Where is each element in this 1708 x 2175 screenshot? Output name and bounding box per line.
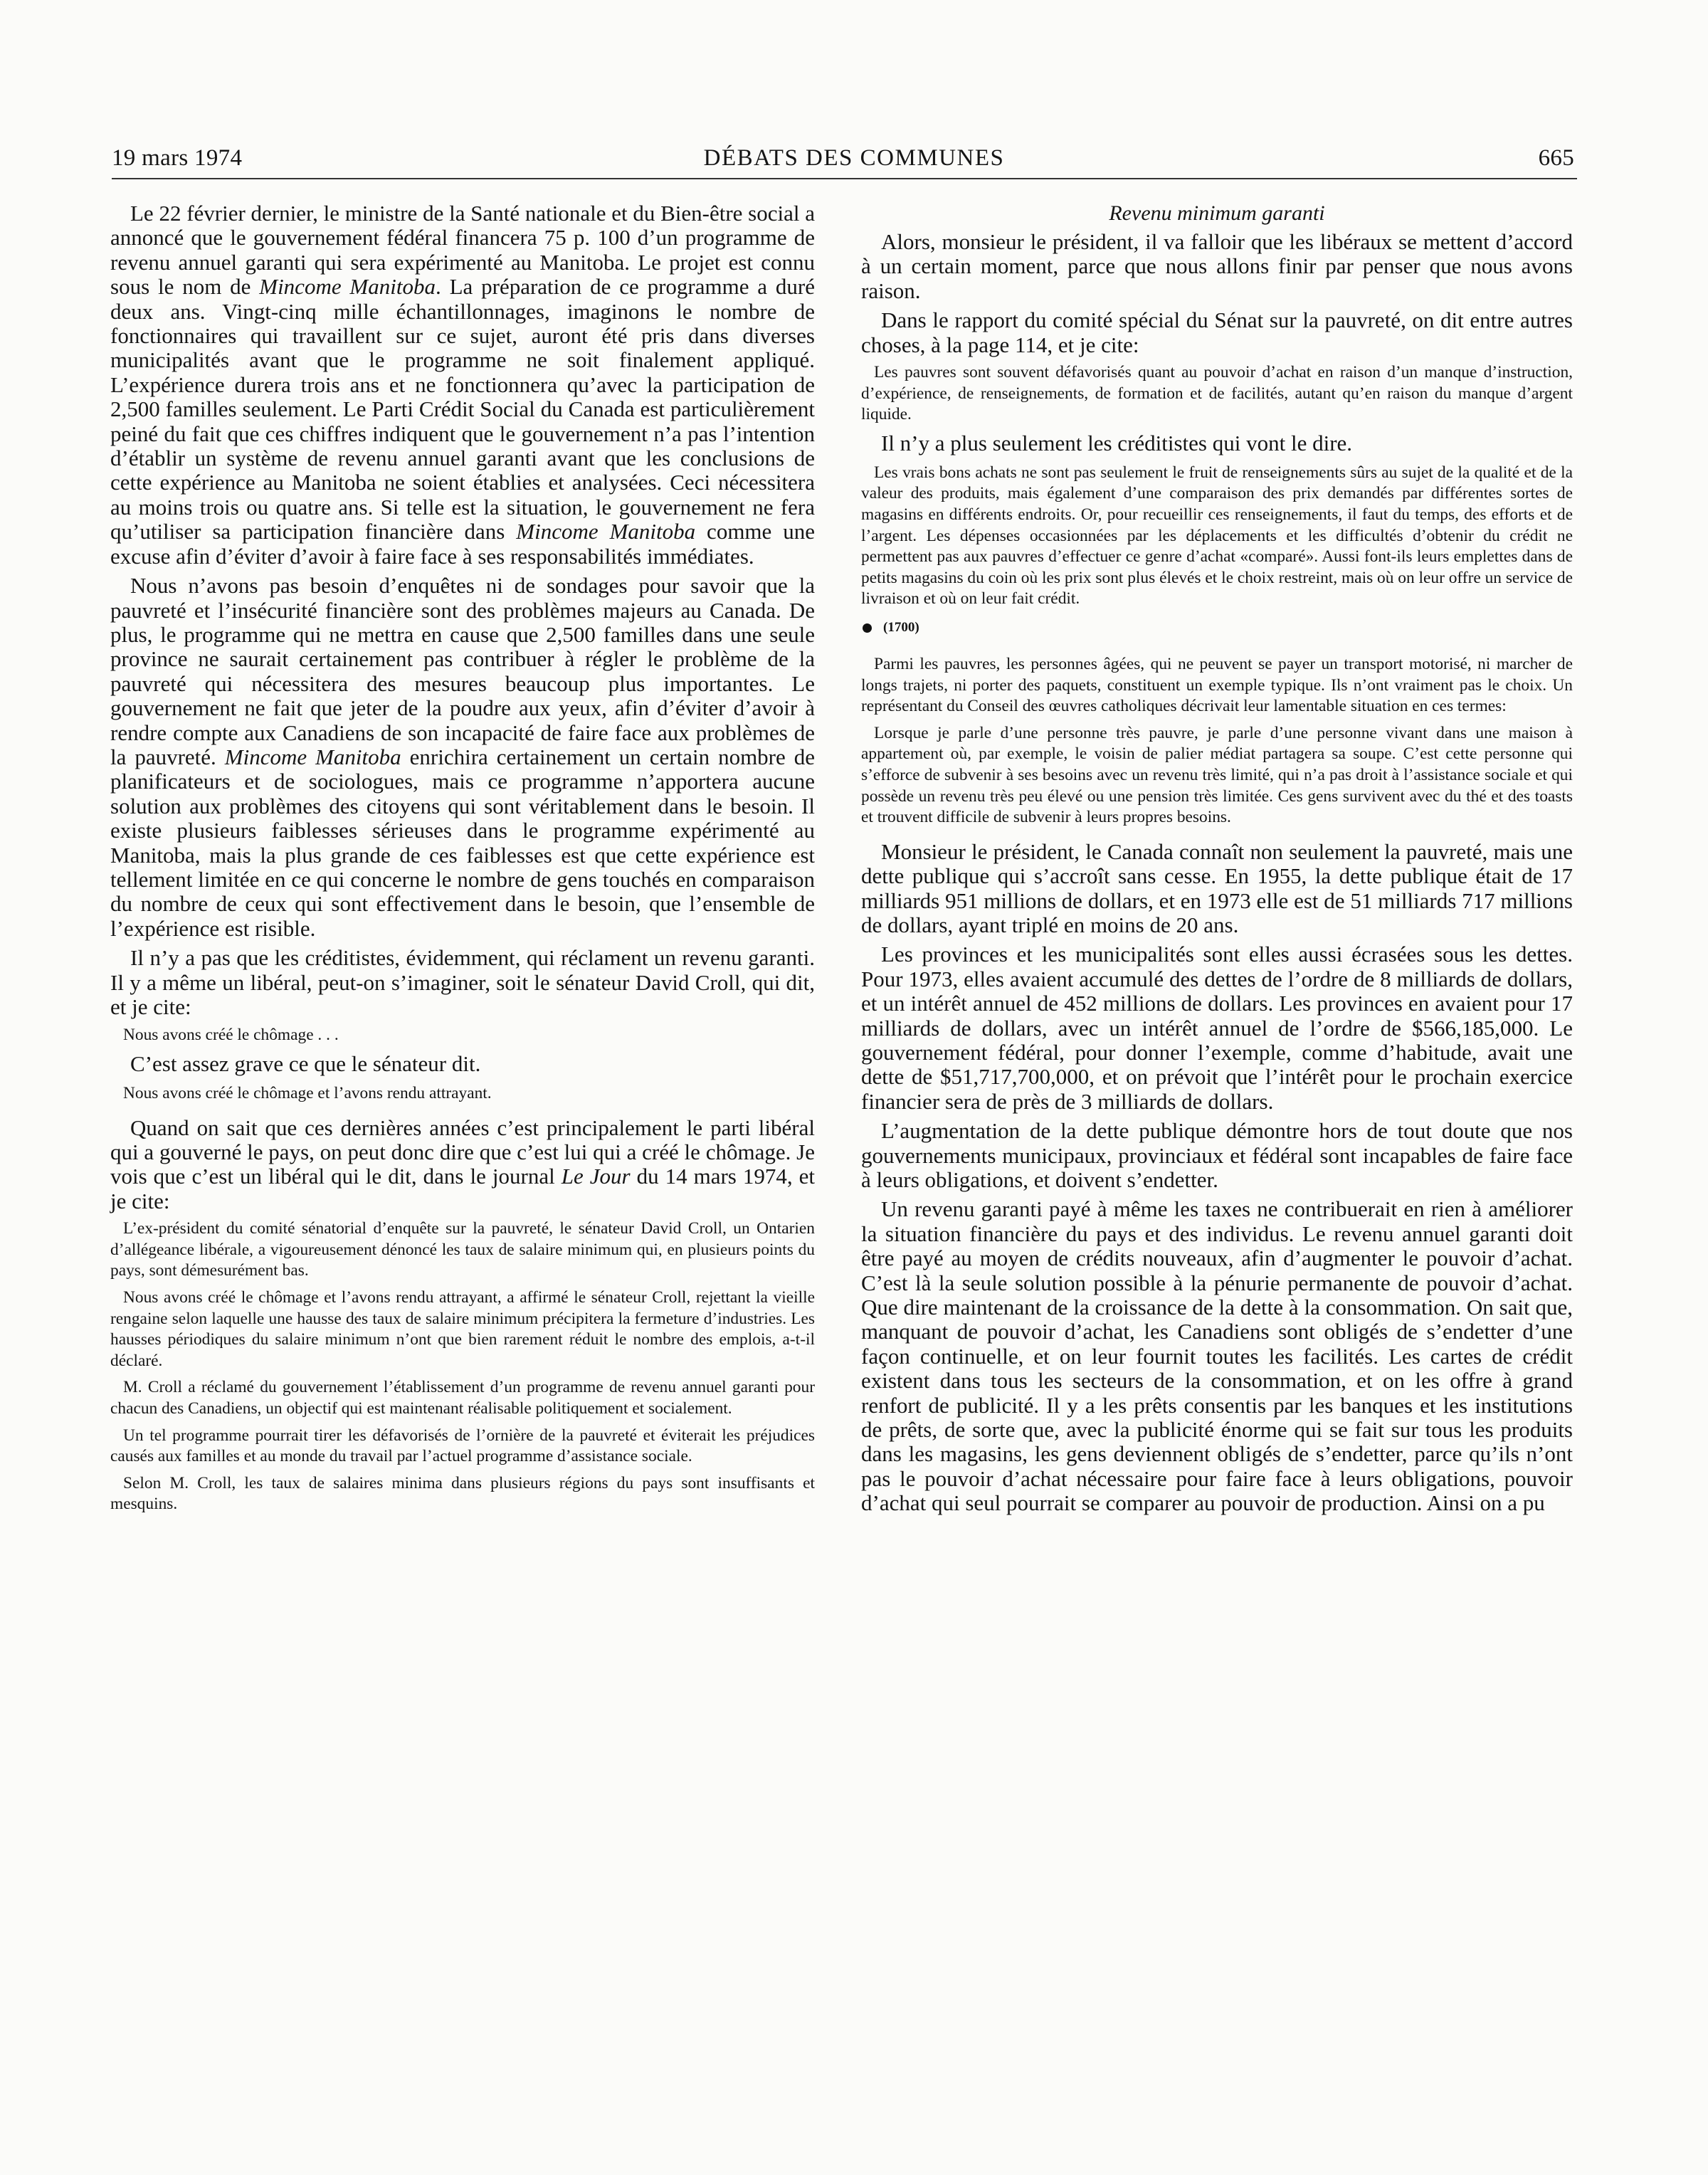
quotation: Nous avons créé le chômage et l’avons rendu attrayant. xyxy=(123,1084,492,1102)
speech-paragraph: Alors, monsieur le président, il va falloir que les libéraux se mettent d’accord à un certain moment, parce que nous allons finir par penser que nous avons raison. xyxy=(861,229,1573,303)
header-title: DÉBATS DES COMMUNES xyxy=(703,145,1005,171)
quotation: Selon M. Croll, les taux de salaires minima dans plusieurs régions du pays sont insuffisants et mesquins. xyxy=(110,1473,815,1514)
quotation: Les vrais bons achats ne sont pas seulement le fruit de renseignements sûrs au sujet de la qualité et de la valeur des produits, mais également d’une comparaison des prix demandés par différentes sortes de magasins en différents endroits. Or, pour recueillir ces renseignements, il faut du temps, des efforts et de l’argent. Les dépenses occasionnées par les déplacements et les difficultés d’obtenir du crédit ne permettent pas aux pauvres d’effectuer ce genre d’achat «comparé». Aussi font-ils leurs emplettes dans de petits magasins du coin où les prix sont plus élevés et le choix restreint, mais où on leur offre un service de livraison et où on leur fait crédit. xyxy=(861,463,1573,609)
quotation: Lorsque je parle d’une personne très pauvre, je parle d’une personne vivant dans une maison à appartement où, par exemple, le voisin de palier médiat partagera sa soupe. C’est cette personne qui s’efforce de subvenir à ses besoins avec un revenu très limité, qui n’a pas droit à l’assistance sociale et qui possède un revenu très peu élevé ou une pension très limitée. Ces gens survivent avec du thé et des toasts et trouvent difficile de subvenir à leurs propres besoins. xyxy=(861,723,1573,827)
right-column xyxy=(861,201,1573,1521)
speech-paragraph: Dans le rapport du comité spécial du Sénat sur la pauvreté, on dit entre autres choses, à la page 114, et je cite: xyxy=(861,307,1573,357)
running-head: Revenu minimum garanti xyxy=(1109,201,1325,225)
left-column xyxy=(110,201,815,1521)
quotation: Un tel programme pourrait tirer les défavorisés de l’ornière de la pauvreté et éviterait les préjudices causés aux familles et au monde du travail par l’actuel programme d’assistance sociale. xyxy=(110,1426,815,1466)
publication-title: Mincome Manitoba xyxy=(224,744,401,769)
speech-paragraph: Quand on sait que ces dernières années c’est principalement le parti libéral qui a gouverné le pays, on peut donc dire que c’est lui qui a créé le chômage. Je vois que c’est un libéral qui le dit, dans le journal Le Jour du 14 mars 1974, et je cite: xyxy=(110,1115,815,1213)
publication-title: Mincome Manitoba xyxy=(259,274,436,300)
quotation: M. Croll a réclamé du gouvernement l’établissement d’un programme de revenu annuel garanti pour chacun des Canadiens, un objectif qui est maintenant réalisable politiquement et socialement. xyxy=(110,1378,815,1418)
speech-paragraph: Monsieur le président, le Canada connaît non seulement la pauvreté, mais une dette publique qui s’accroît sans cesse. En 1955, la dette publique était de 17 milliards 951 millions de dollars, et en 1973 elle est de 51 milliards 717 millions de dollars, ayant triplé en moins de 20 ans. xyxy=(861,838,1573,937)
header-rule xyxy=(112,178,1577,179)
quotation: Nous avons créé le chômage . . . xyxy=(123,1026,339,1045)
speech-paragraph: Nous n’avons pas besoin d’enquêtes ni de sondages pour savoir que la pauvreté et l’insécurité financière sont des problèmes majeurs au Canada. De plus, le programme qui ne mettra en cause que 2,500 familles dans une seule province ne saurait certainement pas contribuer à régler le problème de la pauvreté qui nécessitera des mesures beaucoup plus importantes. Le gouvernement ne fait que jeter de la poudre aux yeux, afin d’éviter d’avoir à rendre compte aux Canadiens de son incapacité de faire face aux problèmes de la pauvreté. Mincome Manitoba enrichira certainement un certain nombre de planificateurs et de sociologues, mais ce programme n’apportera aucune solution aux problèmes des citoyens qui sont véritablement dans le besoin. Il existe plusieurs faiblesses sérieuses dans le programme expérimenté au Manitoba, mais la plus grande de ces faiblesses est que cette expérience est tellement limitée en ce qui concerne le nombre de gens touchés en comparaison du nombre de ceux qui sont effectivement dans le besoin, que l’ensemble de l’expérience est risible. xyxy=(110,573,815,941)
header-date: 19 mars 1974 xyxy=(112,145,243,171)
bullet-dot-icon xyxy=(863,623,872,633)
time-marker-label: (1700) xyxy=(883,619,919,635)
publication-title: Mincome Manitoba xyxy=(516,519,696,544)
time-marker xyxy=(861,620,1573,636)
speech-paragraph: L’augmentation de la dette publique démontre hors de tout doute que nos gouvernements municipaux, provinciaux et fédéral sont incapables de faire face à leurs obligations, et doivent s’endetter. xyxy=(861,1118,1573,1192)
speech-paragraph: Un revenu garanti payé à même les taxes ne contribuerait en rien à améliorer la situation financière du pays et des individus. Le revenu annuel garanti doit être payé au moyen de crédits nouveaux, afin d’augmenter le pouvoir d’achat. C’est là la seule solution possible à la pénurie permanente de pouvoir d’achat. Que dire maintenant de la croissance de la dette à la consommation. On sait que, manquant de pouvoir d’achat, les Canadiens sont obligés de s’endetter d’une façon continuelle, et on leur fournit toutes les facilités. Les cartes de crédit existent dans tous les secteurs de la consommation, et on les offre à grand renfort de publicité. Il y a les prêts consentis par les banques et les institutions de prêts, de sorte que, avec la publicité énorme qui se fait sur tous les produits dans les magasins, les gens deviennent obligés de s’endetter, parce qu’ils n’ont pas le pouvoir d’achat nécessaire pour faire face à leurs obligations, pouvoir d’achat qui seul pourrait se comparer au pouvoir de production. Ainsi on a pu xyxy=(861,1196,1573,1516)
quotation: L’ex-président du comité sénatorial d’enquête sur la pauvreté, le sénateur David Croll, un Ontarien d’allégeance libérale, a vigoureusement dénoncé les taux de salaire minimum qui, en plusieurs points du pays, sont démesurément bas. xyxy=(110,1219,815,1280)
speech-paragraph: Les provinces et les municipalités sont elles aussi écrasées sous les dettes. Pour 1973, elles avaient accumulé des dettes de l’ordre de 8 milliards de dollars, et un intérêt annuel de 452 millions de dollars. Les provinces en avaient pour 17 milliards de dollars, avec un intérêt annuel de l’ordre de $566,185,000. Le gouvernement fédéral, pour donner l’exemple, comme d’habitude, avait une dette de $51,717,700,000, et on prévoit que l’intérêt pour le prochain exercice financier sera de près de 3 milliards de dollars. xyxy=(861,942,1573,1114)
speech-paragraph: Le 22 février dernier, le ministre de la Santé nationale et du Bien-être social a annoncé que le gouvernement fédéral financera 75 p. 100 d’un programme de revenu annuel garanti qui sera expérimenté au Manitoba. Le projet est connu sous le nom de Mincome Manitoba. La préparation de ce programme a duré deux ans. Vingt-cinq mille échantillonnages, imaginons le nombre de fonctionnaires qui travaillent sur ce sujet, auront été pris dans diverses municipalités avant que le programme ne soit finalement appliqué. L’expérience durera trois ans et ne fonctionnera qu’avec la participation de 2,500 familles seulement. Le Parti Crédit Social du Canada est particulièrement peiné du fait que ces chiffres indiquent que le gouvernement n’a pas l’intention d’établir un système de revenu annuel garanti avant que les conclusions de cette expérience au Manitoba ne soient établies et analysées. Ceci nécessitera au moins trois ou quatre ans. Si telle est la situation, le gouvernement ne fera qu’utiliser sa participation financière dans Mincome Manitoba comme une excuse afin d’éviter d’avoir à faire face à ses responsabilités immédiates. xyxy=(110,201,815,569)
speech-paragraph: Il n’y a pas que les créditistes, évidemment, qui réclament un revenu garanti. Il y a même un libéral, peut-on s’imaginer, soit le sénateur David Croll, qui dit, et je cite: xyxy=(110,945,815,1019)
speech-paragraph: Il n’y a plus seulement les créditistes qui vont le dire. xyxy=(881,430,1353,455)
publication-title: Le Jour xyxy=(561,1164,631,1189)
header-page-number: 665 xyxy=(1538,145,1574,171)
speech-paragraph: C’est assez grave ce que le sénateur dit. xyxy=(130,1051,481,1076)
quotation: Parmi les pauvres, les personnes âgées, qui ne peuvent se payer un transport motorisé, ni marcher de longs trajets, ni porter des paquets, constituent un exemple typique. Ils n’ont vraiment pas le choix. Un représentant du Conseil des œuvres catholiques décrivait leur lamentable situation en ces termes: xyxy=(861,654,1573,716)
quotation: Nous avons créé le chômage et l’avons rendu attrayant, a affirmé le sénateur Croll, rejettant la vieille rengaine selon laquelle une hausse des taux de salaire minimum précipitera la fermeture d’industries. Les hausses périodiques du salaire minimum n’ont que bien rarement réduit le nombre des emplois, a-t-il déclaré. xyxy=(110,1288,815,1370)
quotation: Les pauvres sont souvent défavorisés quant au pouvoir d’achat en raison d’un manque d’instruction, d’expérience, de renseignements, de formation et de facilités, autant qu’en raison du manque d’argent liquide. xyxy=(861,363,1573,424)
